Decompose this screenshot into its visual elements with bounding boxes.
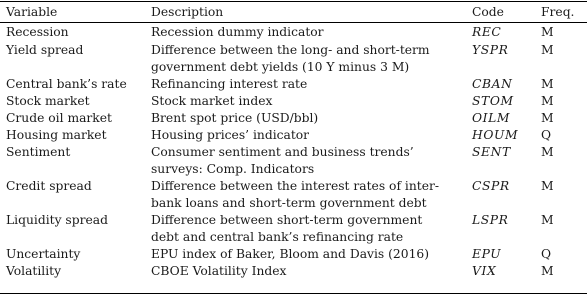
cell-description bbox=[151, 76, 307, 93]
cell-freq: M bbox=[541, 25, 554, 39]
header-description: Description bbox=[151, 5, 224, 19]
description-line: Difference between short-term government bbox=[151, 213, 423, 227]
cell-code: HOUM bbox=[472, 128, 519, 142]
cell-variable: Housing market bbox=[6, 128, 107, 142]
cell-freq: M bbox=[541, 94, 554, 108]
cell-freq: M bbox=[541, 213, 554, 227]
description-line: Stock market index bbox=[151, 94, 273, 108]
cell-code: REC bbox=[472, 25, 502, 39]
cell-freq: M bbox=[541, 77, 554, 91]
description-line: bank loans and short-term government debt bbox=[151, 196, 427, 210]
description-line: debt and central bank’s refinancing rate bbox=[151, 230, 404, 244]
cell-variable: Crude oil market bbox=[6, 111, 112, 125]
cell-variable: Central bank’s rate bbox=[6, 77, 127, 91]
cell-variable: Volatility bbox=[6, 264, 62, 278]
header-variable: Variable bbox=[6, 5, 58, 19]
header-rule bbox=[0, 22, 587, 23]
cell-code: CSPR bbox=[472, 179, 510, 193]
cell-description bbox=[151, 110, 318, 127]
description-line: Consumer sentiment and business trends’ bbox=[151, 145, 414, 159]
top-rule bbox=[0, 1, 587, 2]
cell-variable: Liquidity spread bbox=[6, 213, 108, 227]
cell-freq: M bbox=[541, 179, 554, 193]
cell-description bbox=[151, 212, 422, 246]
cell-freq: M bbox=[541, 264, 554, 278]
description-line: Housing prices’ indicator bbox=[151, 128, 310, 142]
description-line: surveys: Comp. Indicators bbox=[151, 162, 315, 176]
cell-variable: Recession bbox=[6, 25, 69, 39]
cell-description bbox=[151, 144, 414, 178]
cell-freq: Q bbox=[541, 247, 552, 261]
cell-variable: Uncertainty bbox=[6, 247, 81, 261]
cell-variable: Stock market bbox=[6, 94, 90, 108]
cell-code: LSPR bbox=[472, 213, 509, 227]
description-line: Difference between the interest rates of inter- bbox=[151, 179, 440, 193]
cell-variable: Sentiment bbox=[6, 145, 71, 159]
cell-description bbox=[151, 127, 309, 144]
description-line: Recession dummy indicator bbox=[151, 25, 324, 39]
cell-description bbox=[151, 246, 429, 263]
description-line: CBOE Volatility Index bbox=[151, 264, 287, 278]
cell-description bbox=[151, 24, 324, 41]
cell-description bbox=[151, 42, 430, 76]
cell-code: CBAN bbox=[472, 77, 513, 91]
cell-code: YSPR bbox=[472, 43, 509, 57]
cell-description bbox=[151, 178, 439, 212]
description-line: Refinancing interest rate bbox=[151, 77, 308, 91]
description-line: Difference between the long- and short-term bbox=[151, 43, 430, 57]
cell-code: OILM bbox=[472, 111, 511, 125]
cell-freq: M bbox=[541, 43, 554, 57]
header-freq: Freq. bbox=[541, 5, 575, 19]
cell-variable: Credit spread bbox=[6, 179, 92, 193]
header-code: Code bbox=[472, 5, 504, 19]
cell-description bbox=[151, 93, 272, 110]
cell-code: SENT bbox=[472, 145, 511, 159]
cell-code: EPU bbox=[472, 247, 502, 261]
cell-freq: Q bbox=[541, 128, 552, 142]
cell-code: VIX bbox=[472, 264, 497, 278]
cell-code: STOM bbox=[472, 94, 514, 108]
description-line: government debt yields (10 Y minus 3 M) bbox=[151, 60, 410, 74]
bottom-rule bbox=[0, 293, 587, 294]
cell-description bbox=[151, 263, 286, 280]
description-line: Brent spot price (USD/bbl) bbox=[151, 111, 319, 125]
description-line: EPU index of Baker, Bloom and Davis (2016) bbox=[151, 247, 430, 261]
cell-variable: Yield spread bbox=[6, 43, 84, 57]
cell-freq: M bbox=[541, 145, 554, 159]
cell-freq: M bbox=[541, 111, 554, 125]
